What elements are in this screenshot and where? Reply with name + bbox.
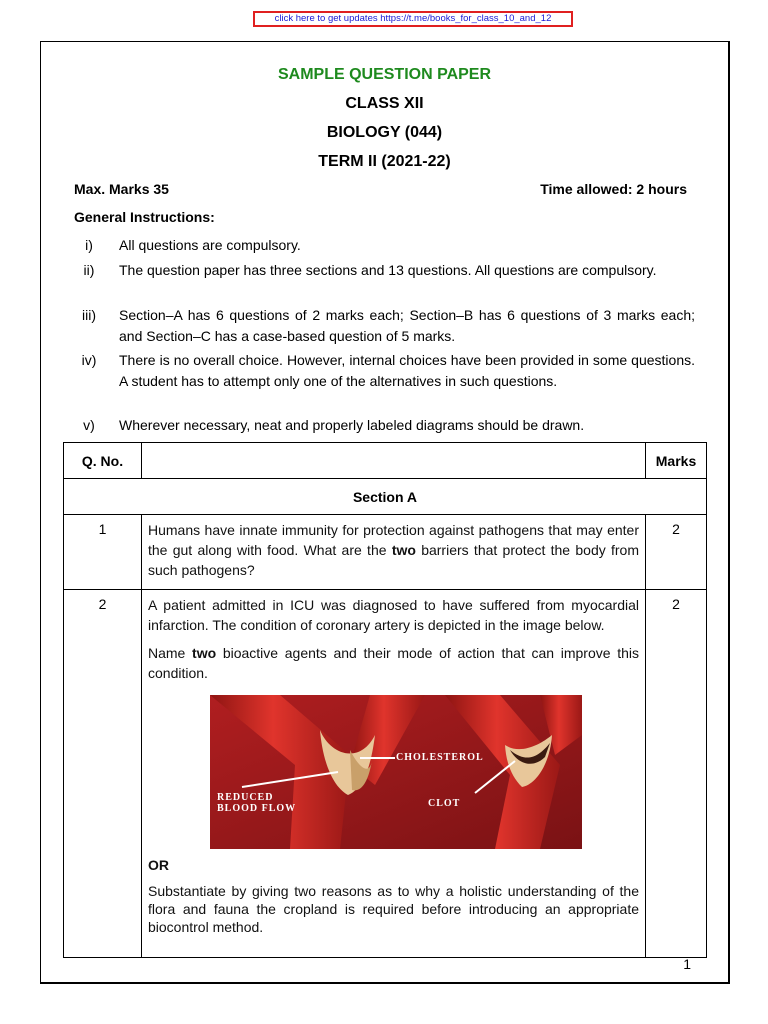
instruction-item bbox=[74, 415, 695, 436]
instructions-heading: General Instructions: bbox=[74, 209, 215, 225]
updates-link[interactable]: click here to get updates https://t.me/books_for_class_10_and_12 bbox=[253, 11, 573, 27]
instruction-item bbox=[74, 235, 695, 256]
subject-heading: BIOLOGY (044) bbox=[326, 124, 443, 141]
question-text bbox=[142, 590, 646, 958]
instruction-text: There is no overall choice. However, internal choices have been provided in some questions. A student has to attempt only one of the alternatives in such questions. bbox=[119, 352, 695, 389]
instruction-text: All questions are compulsory. bbox=[119, 237, 301, 253]
section-row bbox=[64, 479, 707, 515]
term-heading: TERM II (2021-22) bbox=[318, 153, 451, 170]
question-marks: 2 bbox=[646, 590, 707, 958]
question-text-part: barriers that protect the body from such pathogens? bbox=[148, 542, 640, 578]
time-allowed: Time allowed: 2 hours bbox=[540, 181, 687, 197]
instruction-item bbox=[74, 305, 695, 347]
instruction-number: iii) bbox=[82, 307, 96, 323]
instruction-text: Section–A has 6 questions of 2 marks each; Section–B has 6 questions of 3 marks each; and Section–C has a case-based question of 5 marks. bbox=[119, 307, 695, 344]
alternative-question: Substantiate by giving two reasons as to why a holistic understanding of the flora and fauna the cropland is required before introducing an appropriate biocontrol method. bbox=[148, 883, 639, 935]
blood-flow-label: BLOOD FLOW bbox=[217, 803, 297, 814]
clot-label: CLOT bbox=[428, 798, 461, 809]
page-number: 1 bbox=[683, 956, 691, 972]
question-number: 1 bbox=[64, 515, 142, 590]
question-text-part: bioactive agents and their mode of action that can improve this condition. bbox=[148, 645, 640, 681]
instruction-text: Wherever necessary, neat and properly labeled diagrams should be drawn. bbox=[119, 417, 585, 433]
emphasis: two bbox=[192, 645, 217, 661]
instruction-item bbox=[74, 350, 695, 392]
emphasis: two bbox=[391, 542, 416, 558]
reduced-label: REDUCED bbox=[217, 792, 274, 803]
table-header-row bbox=[64, 443, 707, 479]
questions-table bbox=[63, 442, 707, 958]
cholesterol-label: CHOLESTEROL bbox=[396, 752, 484, 763]
question-number: 2 bbox=[64, 590, 142, 958]
or-separator: OR bbox=[148, 857, 169, 873]
instruction-text: The question paper has three sections and 13 questions. All questions are compulsory. bbox=[119, 262, 657, 278]
question-marks: 2 bbox=[646, 515, 707, 590]
table-row bbox=[64, 515, 707, 590]
class-heading: CLASS XII bbox=[345, 95, 424, 112]
coronary-artery-image bbox=[210, 695, 582, 849]
question-text-part: Humans have innate immunity for protection against pathogens that may enter the gut along with food. What are the bbox=[148, 522, 639, 558]
qno-header: Q. No. bbox=[64, 443, 142, 479]
paper-title: SAMPLE QUESTION PAPER bbox=[277, 66, 492, 83]
question-paragraph: A patient admitted in ICU was diagnosed to have suffered from myocardial infarction. The condition of coronary artery is depicted in the image below. bbox=[148, 597, 639, 633]
question-header bbox=[142, 443, 646, 479]
instruction-number: iv) bbox=[81, 352, 97, 368]
instruction-number: i) bbox=[85, 237, 93, 253]
instruction-item bbox=[74, 260, 695, 281]
question-text-part: Name bbox=[148, 645, 193, 661]
table-row bbox=[64, 590, 707, 958]
question-paragraph bbox=[148, 643, 639, 683]
section-a-heading: Section A bbox=[64, 479, 707, 515]
instruction-number: v) bbox=[83, 417, 95, 433]
artery-illustration bbox=[210, 695, 582, 849]
question-paper-page bbox=[40, 41, 730, 984]
question-text bbox=[142, 515, 646, 590]
instruction-number: ii) bbox=[83, 262, 95, 278]
max-marks: Max. Marks 35 bbox=[74, 181, 169, 197]
marks-header: Marks bbox=[646, 443, 707, 479]
